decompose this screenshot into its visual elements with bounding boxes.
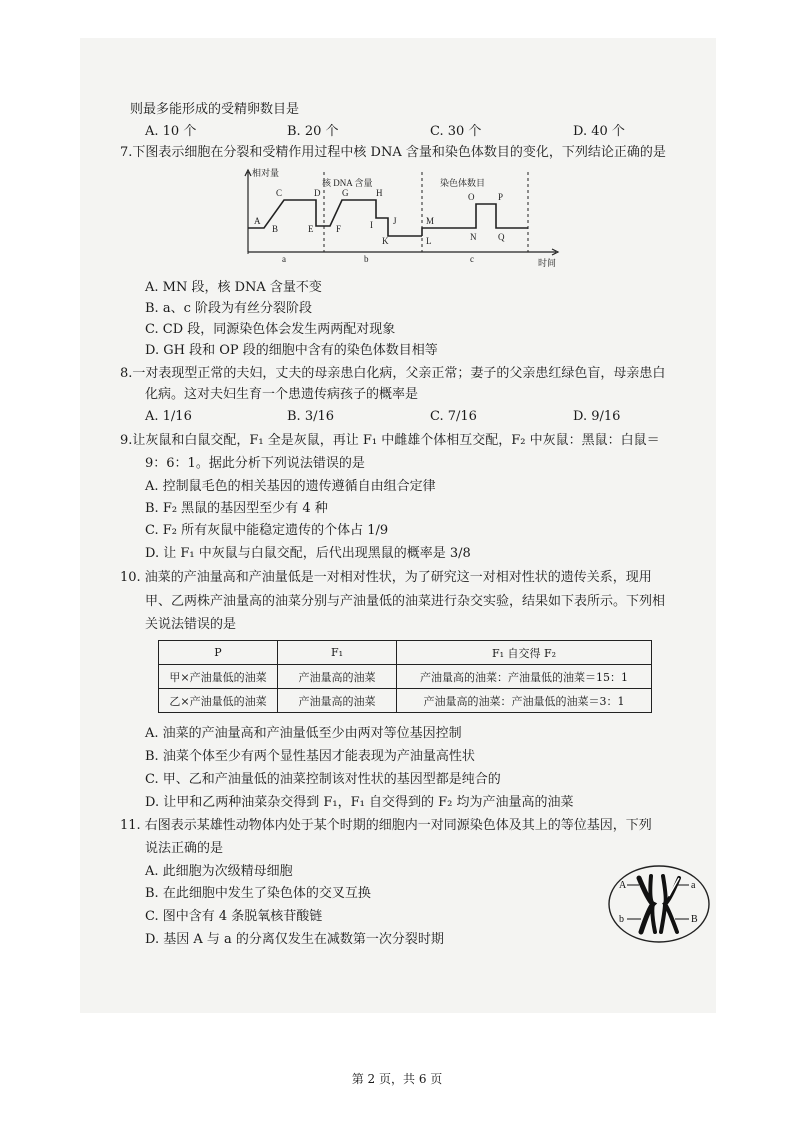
- q7-option-b: B. a、c 阶段为有丝分裂阶段: [145, 301, 312, 316]
- table-header-cell: P: [159, 641, 278, 665]
- q9-option-d: D. 让 F₁ 中灰鼠与白鼠交配，后代出现黑鼠的概率是 3/8: [145, 546, 471, 561]
- table-row: [159, 665, 652, 689]
- phase-c: c: [470, 254, 474, 264]
- q8-stem-line2: 化病。这对夫妇生育一个患遗传病孩子的概率是: [145, 387, 419, 402]
- cell-membrane: [609, 866, 709, 942]
- y-axis-label: 相对量: [252, 168, 280, 178]
- q11-option-a: A. 此细胞为次级精母细胞: [145, 864, 293, 879]
- q10-option-b: B. 油菜个体至少有两个显性基因才能表现为产油量高性状: [145, 749, 475, 764]
- q7-option-c: C. CD 段，同源染色体会发生两两配对现象: [145, 322, 396, 337]
- q7-graph: [236, 166, 576, 270]
- q6-option-d: D. 40 个: [573, 124, 625, 139]
- table-header-cell: F₁ 自交得 F₂: [397, 641, 652, 665]
- table-cell: 产油量高的油菜：产油量低的油菜＝15：1: [397, 665, 652, 689]
- gene-label-a: a: [691, 880, 696, 891]
- page-footer: 第 2 页，共 6 页: [351, 1072, 443, 1086]
- q11-option-d: D. 基因 A 与 a 的分离仅发生在减数第一次分裂时期: [145, 932, 444, 947]
- chromosome-left: [639, 876, 655, 932]
- point-n: N: [470, 232, 477, 242]
- q11-option-c: C. 图中含有 4 条脱氧核苷酸链: [145, 909, 323, 924]
- point-m: M: [426, 216, 435, 226]
- q8-option-d: D. 9/16: [573, 409, 621, 424]
- chromosome-right: [661, 876, 679, 932]
- q7-option-a: A. MN 段，核 DNA 含量不变: [145, 280, 322, 295]
- q7-option-d: D. GH 段和 OP 段的细胞中含有的染色体数目相等: [145, 343, 438, 358]
- table-header-row: [159, 641, 652, 665]
- table-cell: 产油量高的油菜: [278, 665, 397, 689]
- table-cell: 产油量高的油菜：产油量低的油菜＝3：1: [397, 689, 652, 713]
- point-g: G: [342, 188, 349, 198]
- q10-table: [158, 640, 652, 713]
- gene-label-A: A: [619, 880, 627, 891]
- q6-options: [145, 120, 705, 138]
- q8-option-b: B. 3/16: [287, 409, 335, 424]
- point-k: K: [382, 236, 389, 246]
- q9-stem-line1: 9.让灰鼠和白鼠交配，F₁ 全是灰鼠，再让 F₁ 中雌雄个体相互交配，F₂ 中灰鼠：黑鼠：白鼠＝: [120, 433, 660, 448]
- q7-stem: 7.下图表示细胞在分裂和受精作用过程中核 DNA 含量和染色体数目的变化，下列结论正确的是: [120, 145, 666, 160]
- point-q: Q: [498, 232, 505, 242]
- q11-option-b: B. 在此细胞中发生了染色体的交叉互换: [145, 886, 371, 901]
- point-i: I: [370, 220, 373, 230]
- q9-option-b: B. F₂ 黑鼠的基因型至少有 4 种: [145, 501, 328, 516]
- q10-stem-line3: 关说法错误的是: [145, 617, 237, 632]
- phase-b: b: [364, 254, 369, 264]
- q6-stem: 则最多能形成的受精卵数目是: [130, 102, 300, 117]
- point-l: L: [426, 236, 432, 246]
- table-cell: 乙×产油量低的油菜: [159, 689, 278, 713]
- q10-option-d: D. 让甲和乙两种油菜杂交得到 F₁，F₁ 自交得到的 F₂ 均为产油量高的油菜: [145, 795, 574, 810]
- q6-option-a: A. 10 个: [145, 124, 197, 139]
- q10-stem-line1: 10. 油菜的产油量高和产油量低是一对相对性状，为了研究这一对相对性状的遗传关系，现用: [120, 570, 652, 585]
- gene-label-b: b: [619, 914, 624, 925]
- point-b: B: [272, 224, 279, 234]
- point-j: J: [393, 216, 397, 226]
- phase-a: a: [282, 254, 286, 264]
- chromosome-label: 染色体数目: [440, 178, 486, 188]
- point-o: O: [468, 192, 475, 202]
- point-h: H: [376, 188, 383, 198]
- table-cell: 产油量高的油菜: [278, 689, 397, 713]
- table-cell: 甲×产油量低的油菜: [159, 665, 278, 689]
- q9-option-c: C. F₂ 所有灰鼠中能稳定遗传的个体占 1/9: [145, 523, 389, 538]
- q10-option-c: C. 甲、乙和产油量低的油菜控制该对性状的基因型都是纯合的: [145, 772, 501, 787]
- q8-option-a: A. 1/16: [145, 409, 192, 424]
- q8-options: [145, 409, 705, 427]
- q11-stem-line1: 11. 右图表示某雄性动物体内处于某个时期的细胞内一对同源染色体及其上的等位基因，下列: [120, 818, 652, 833]
- dna-label: 核 DNA 含量: [322, 178, 373, 188]
- q8-stem-line1: 8.一对表现型正常的夫妇，丈夫的母亲患白化病，父亲正常；妻子的父亲患红绿色盲，母亲患白: [120, 366, 666, 381]
- point-a: A: [254, 216, 261, 226]
- q10-option-a: A. 油菜的产油量高和产油量低至少由两对等位基因控制: [145, 726, 462, 741]
- q9-stem-line2: 9：6：1。据此分析下列说法错误的是: [145, 456, 365, 471]
- q6-option-b: B. 20 个: [287, 124, 339, 139]
- q11-cell-diagram: [605, 862, 713, 946]
- q8-option-c: C. 7/16: [430, 409, 477, 424]
- q11-stem-line2: 说法正确的是: [145, 841, 224, 856]
- gene-label-B: B: [691, 914, 698, 925]
- point-d: D: [314, 188, 321, 198]
- x-axis-label: 时间: [538, 258, 557, 268]
- table-header-cell: F₁: [278, 641, 397, 665]
- table-row: [159, 689, 652, 713]
- point-c: C: [276, 188, 283, 198]
- q9-option-a: A. 控制鼠毛色的相关基因的遗传遵循自由组合定律: [145, 479, 436, 494]
- point-p: P: [498, 192, 504, 202]
- q10-stem-line2: 甲、乙两株产油量高的油菜分别与产油量低的油菜进行杂交实验，结果如下表所示。下列相: [145, 594, 666, 609]
- point-f: F: [336, 224, 342, 234]
- point-e: E: [308, 224, 314, 234]
- q6-option-c: C. 30 个: [430, 124, 482, 139]
